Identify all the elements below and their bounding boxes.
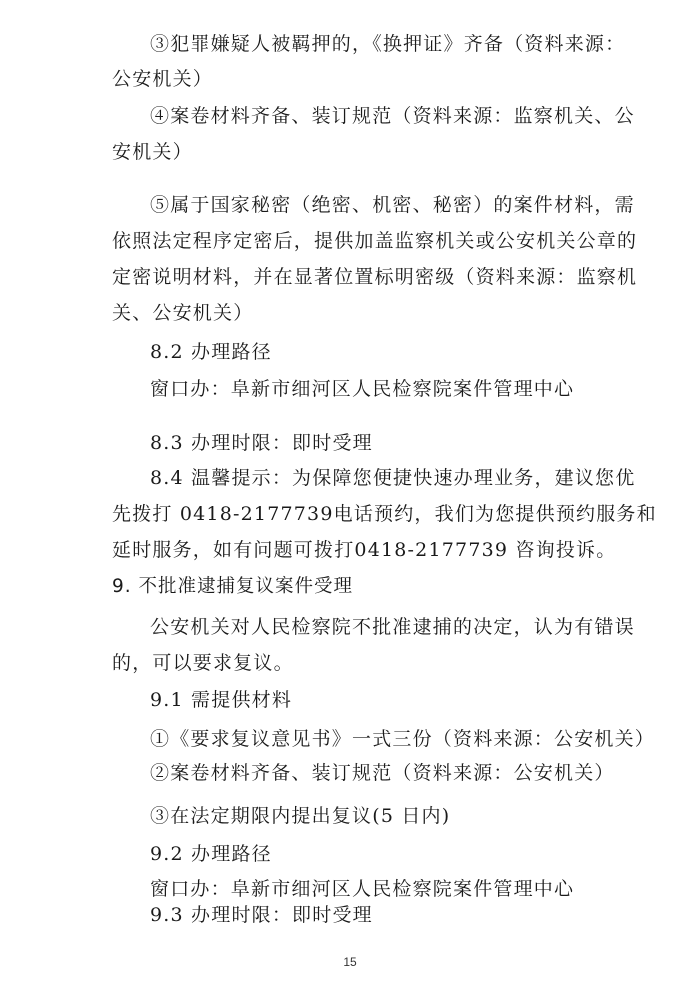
text-line: 窗口办：阜新市细河区人民检察院案件管理中心 — [150, 378, 575, 400]
section-heading: 9.3 办理时限：即时受理 — [150, 904, 373, 926]
chapter-heading: 9. 不批准逮捕复议案件受理 — [112, 576, 354, 597]
text-line: 安机关） — [112, 141, 193, 163]
text-line: ③犯罪嫌疑人被羁押的，《换押证》齐备（资料来源： — [150, 33, 626, 55]
text-line: 公安机关对人民检察院不批准逮捕的决定，认为有错误 — [150, 616, 635, 638]
section-heading: 9.1 需提供材料 — [150, 689, 293, 711]
text-line: 先拨打 0418-2177739电话预约，我们为您提供预约服务和 — [112, 503, 657, 525]
text-line: 定密说明材料，并在显著位置标明密级（资料来源：监察机 — [112, 266, 638, 288]
text-line: 8.4 温馨提示：为保障您便捷快速办理业务，建议您优 — [150, 467, 636, 489]
text-line: ②案卷材料齐备、装订规范（资料来源：公安机关） — [150, 762, 615, 784]
text-line: 公安机关） — [112, 68, 214, 90]
text-line: 关、公安机关） — [112, 302, 254, 324]
text-line: ④案卷材料齐备、装订规范（资料来源：监察机关、公 — [150, 105, 635, 127]
text-line: 依照法定程序定密后，提供加盖监察机关或公安机关公章的 — [112, 230, 638, 252]
text-line: 窗口办：阜新市细河区人民检察院案件管理中心 — [150, 878, 575, 900]
section-heading: 8.3 办理时限：即时受理 — [150, 432, 373, 454]
text-line: 延时服务，如有问题可拨打0418-2177739 咨询投诉。 — [112, 539, 617, 561]
text-line: ③在法定期限内提出复议(5 日内) — [150, 805, 451, 827]
section-heading: 8.2 办理路径 — [150, 341, 272, 363]
page-number: 15 — [343, 955, 357, 969]
section-heading: 9.2 办理路径 — [150, 843, 272, 865]
text-line: ①《要求复议意见书》一式三份（资料来源：公安机关） — [150, 728, 656, 750]
text-line: 的，可以要求复议。 — [112, 652, 294, 674]
text-line: ⑤属于国家秘密（绝密、机密、秘密）的案件材料，需 — [150, 194, 635, 216]
